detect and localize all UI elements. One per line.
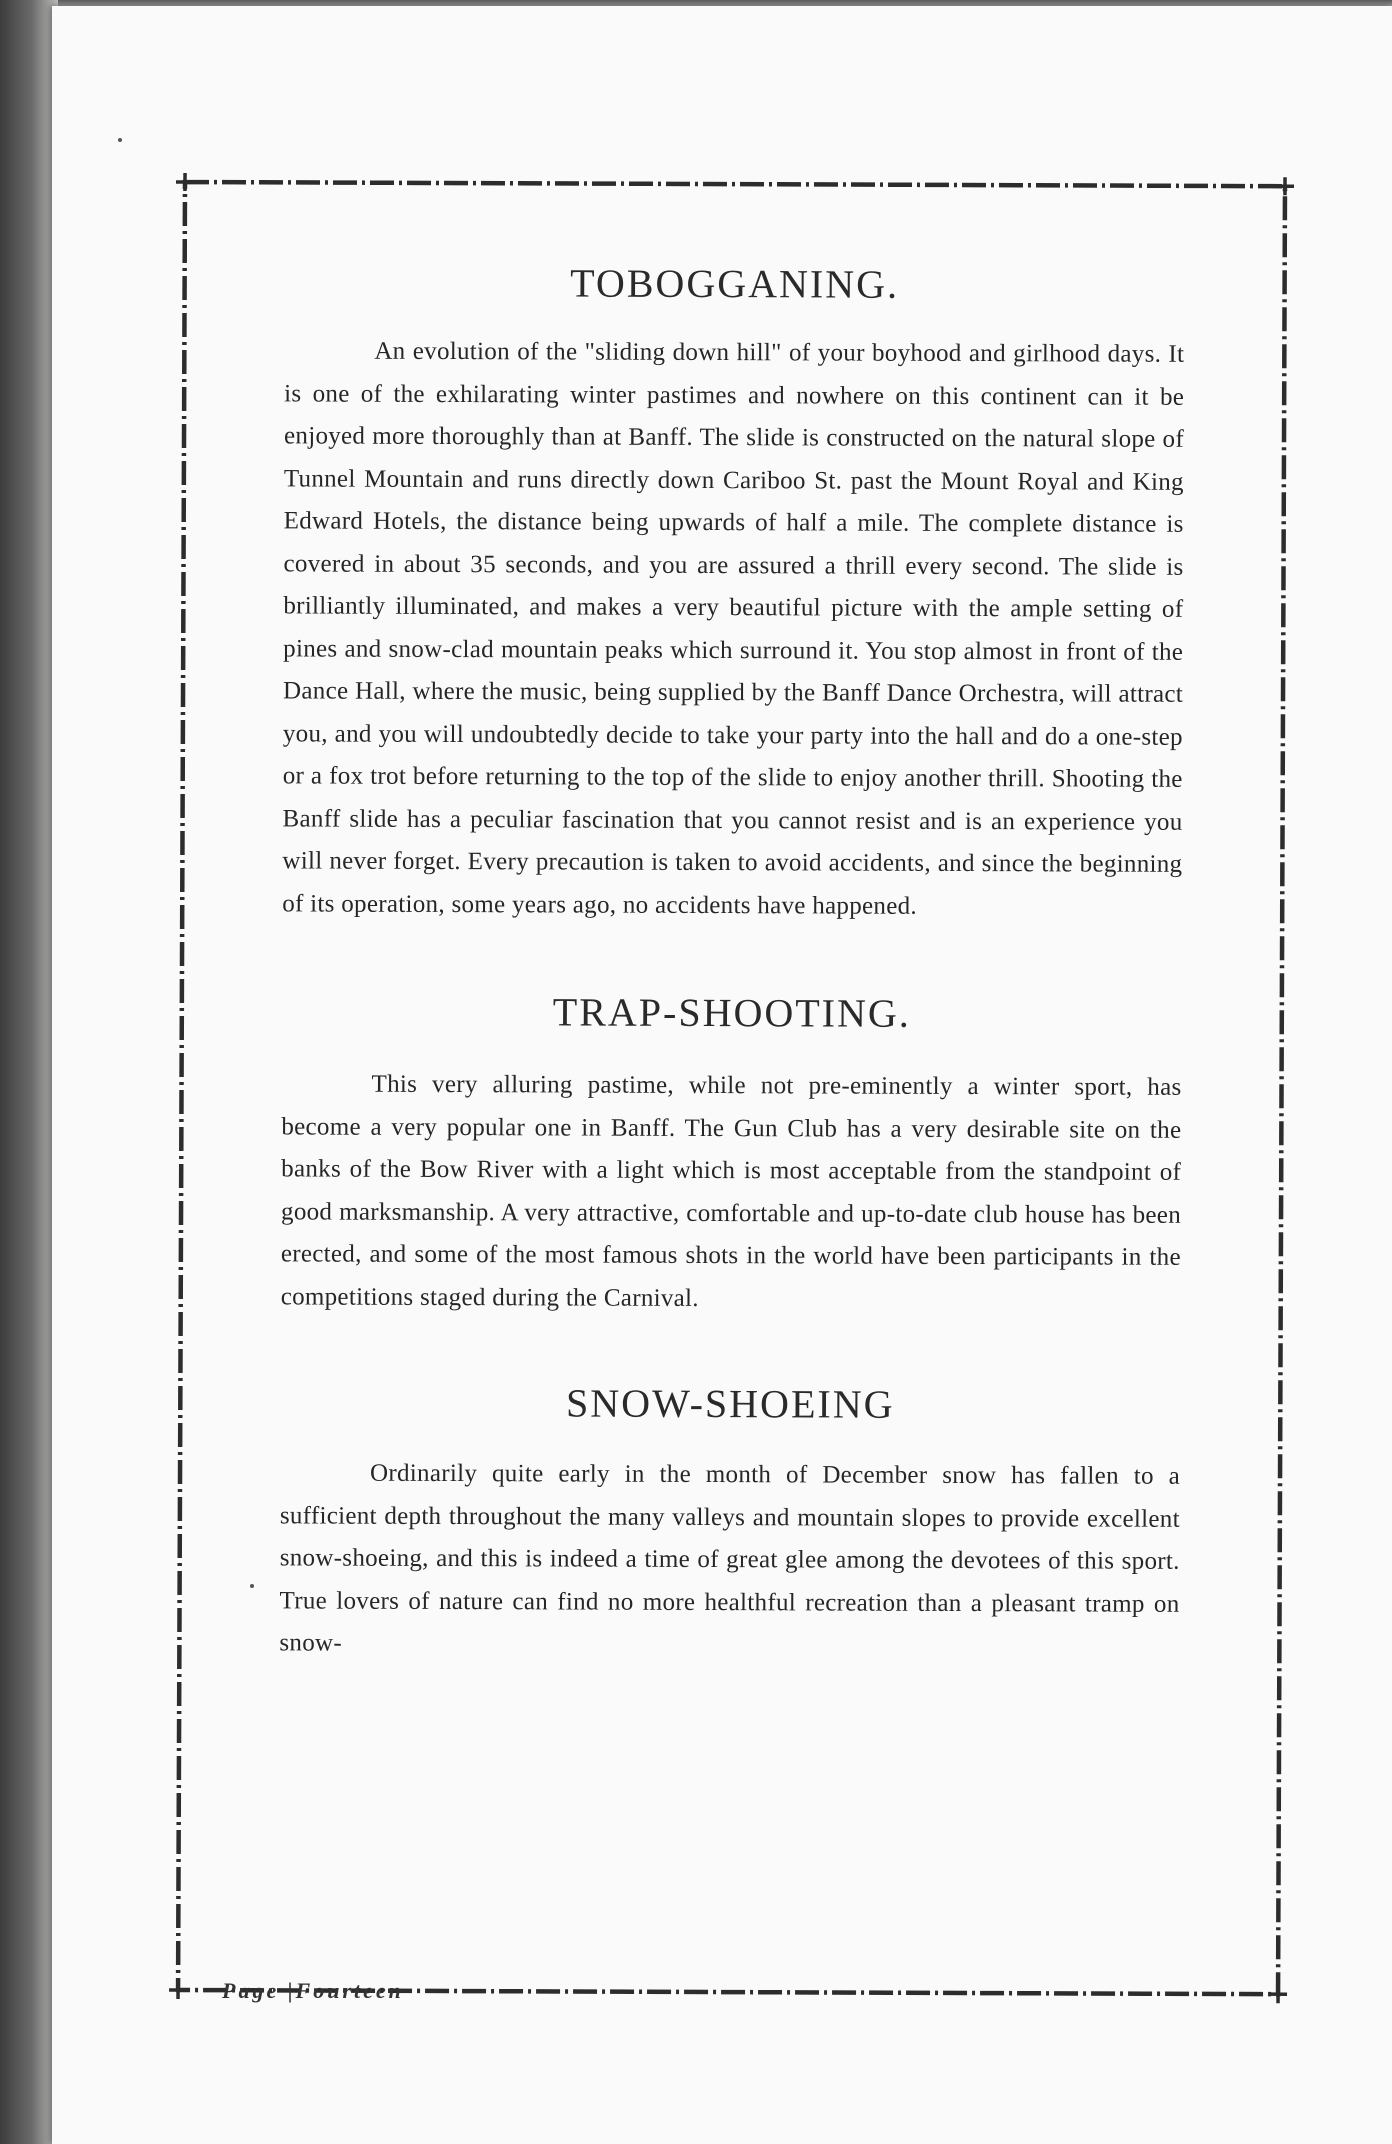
section-paragraph-tobogganing: An evolution of the "sliding down hill" of your boyhood and girlhood days. It is one of the exhilarating winter pastimes and nowhere on this continent can it be enjoyed more thoroughly than at Banff. The slide is constructed on the natural slope of Tunnel Mountain and runs directly down Cariboo St. past the Mount Royal and King Edward Hotels, the distance being upwards of half a mile. The complete distance is covered in about 35 seconds, and you are assured a thrill every second. The slide is brilliantly illuminated, and makes a very beautiful picture with the ample setting of pines and snow-clad mountain peaks which surround it. You stop almost in front of the Dance Hall, where the music, being supplied by the Banff Dance Orchestra, will attract you, and you will undoubtedly decide to take your party into the hall and do a one-step or a fox trot before returning to the top of the slide to enjoy another thrill. Shooting the Banff slide has a peculiar fascination that you cannot resist and is an experience you will never forget. Every precaution is taken to avoid accidents, and since the beginning of its operation, some years ago, no accidents have happened. <box>282 337 1185 920</box>
article-body <box>279 258 1184 1668</box>
section-paragraph-trap-shooting: This very alluring pastime, while not pre-eminently a winter sport, has become a very popular one in Banff. The Gun Club has a very desirable site on the banks of the Bow River with a light which is most acceptable from the standpoint of good marksmanship. A very attractive, comfortable and up-to-date club house has been erected, and some of the most famous shots in the world have been participants in the competitions staged during the Carnival. <box>280 1070 1182 1312</box>
section-heading-tobogganing: TOBOGGANING. <box>570 260 900 307</box>
dust-speck <box>118 138 122 142</box>
section-heading-trap-shooting: TRAP-SHOOTING. <box>552 989 911 1036</box>
section-paragraph-snow-shoeing: Ordinarily quite early in the month of December snow has fallen to a sufficient depth throughout the many valleys and mountain slopes to provide excellent snow-shoeing, and this is indeed a time of great glee among the devotees of this sport. True lovers of nature can find no more healthful recreation than a pleasant tramp on snow- <box>279 1459 1181 1657</box>
scan-left-edge <box>0 0 58 2144</box>
decorative-frame <box>178 182 1285 1994</box>
page-number-label: Page |Fourteen <box>222 1978 404 2003</box>
section-heading-snow-shoeing: SNOW-SHOEING <box>566 1380 895 1427</box>
